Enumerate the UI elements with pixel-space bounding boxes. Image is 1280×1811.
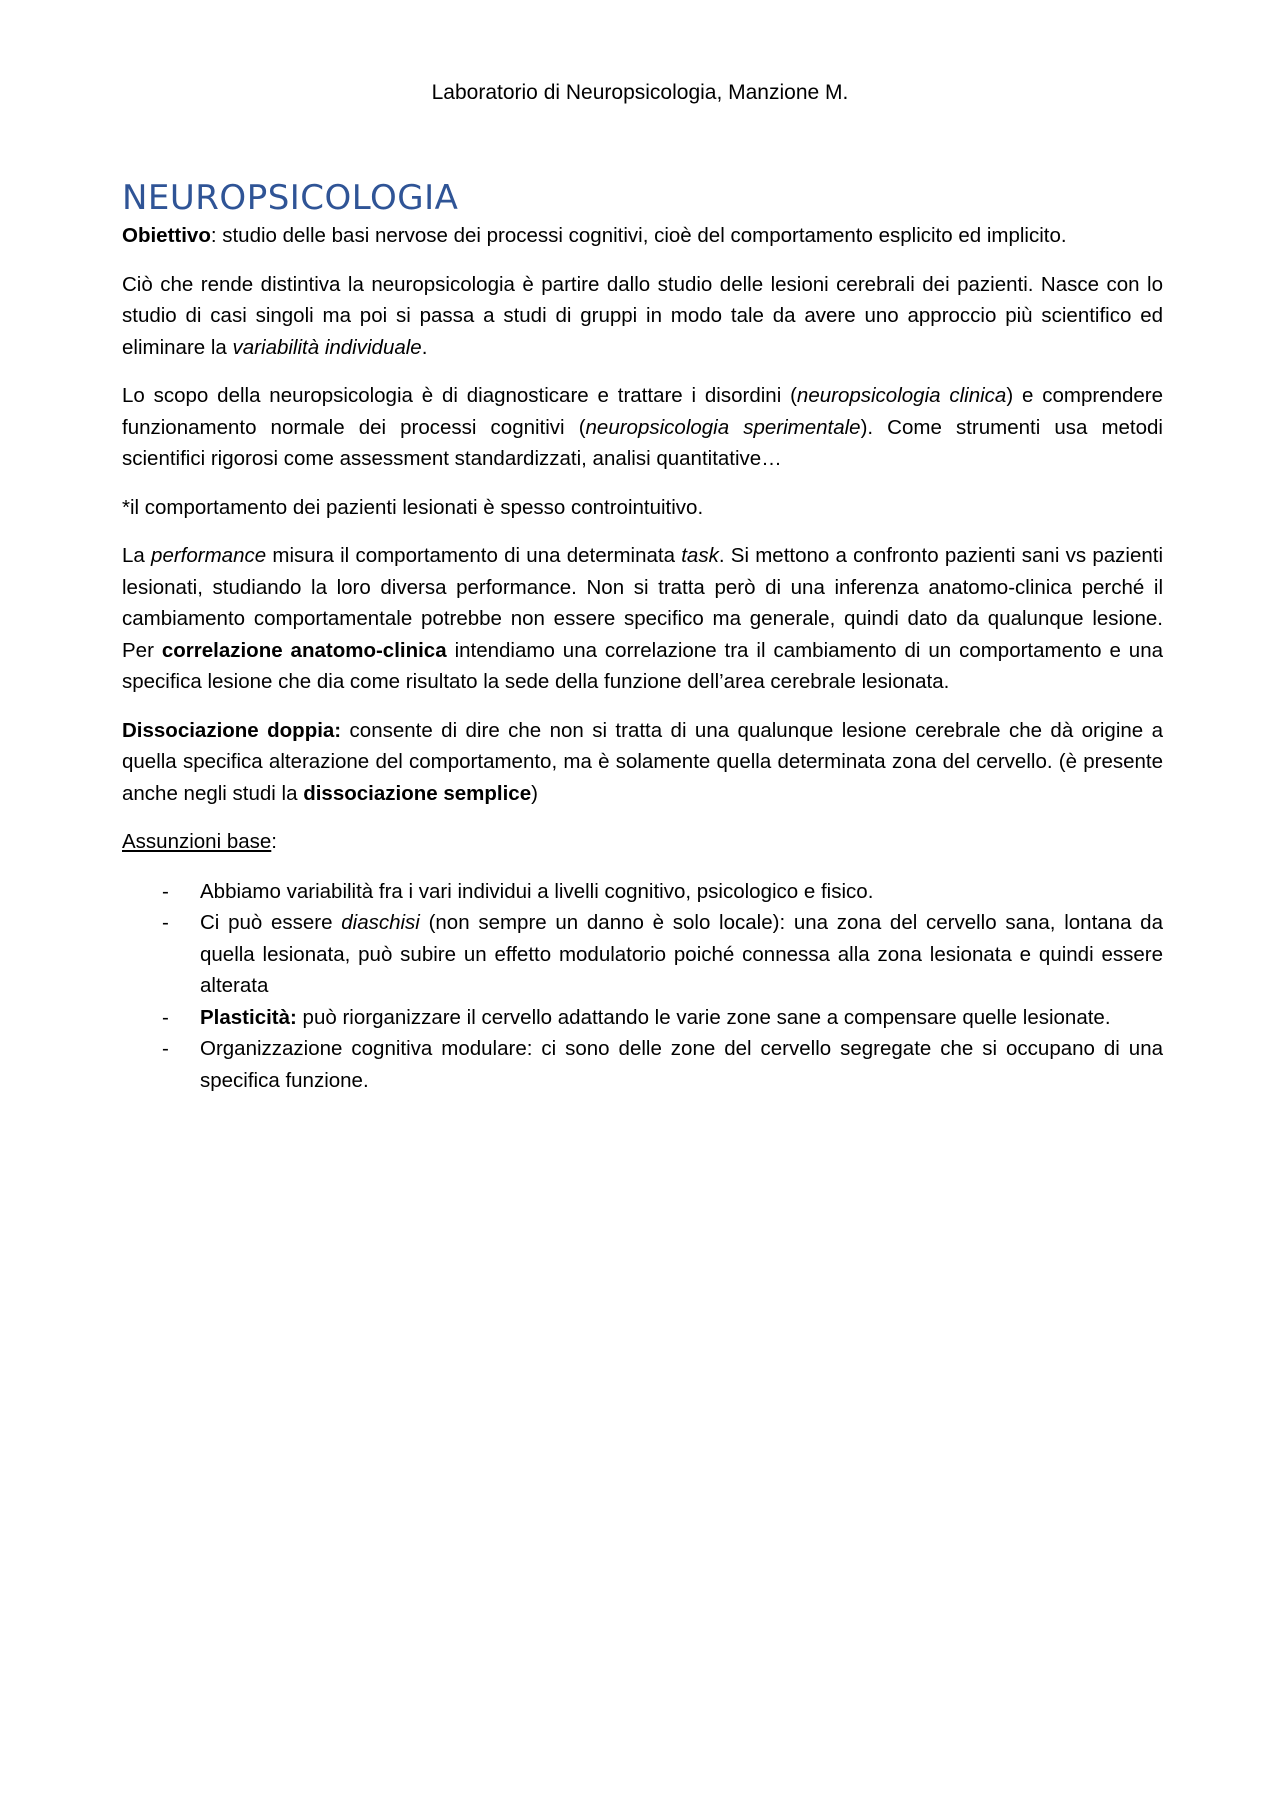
document-title: NEUROPSICOLOGIA [122, 178, 459, 218]
assumptions-heading-text: Assunzioni base [122, 830, 272, 853]
dash-bullet: - [162, 1005, 169, 1029]
paragraph-note: *il comportamento dei pazienti lesionati è spesso controintuitivo. [122, 495, 704, 519]
paragraph-dissociation [122, 715, 1163, 810]
emphasis-text: neuropsicologia sperimentale [585, 415, 861, 439]
list-item [122, 1033, 1163, 1096]
list-item [122, 876, 1163, 908]
objective-label: Obiettivo [122, 224, 211, 247]
list-item-text: Abbiamo variabilità fra i vari individui a livelli cognitivo, psicologico e fisico. [200, 879, 874, 903]
assumptions-heading-colon: : [271, 830, 277, 853]
emphasis-text: diaschisi [341, 911, 420, 934]
bold-term: correlazione anatomo-clinica [161, 638, 447, 662]
emphasis-text: neuropsicologia clinica [796, 384, 1007, 407]
dash-bullet: - [162, 879, 169, 903]
list-item [122, 1002, 1163, 1034]
document-body [122, 176, 1163, 1096]
assumptions-list [122, 876, 1163, 1097]
emphasis-text: performance [151, 544, 267, 567]
paragraph-text: ). Come strumenti usa metodi scientifici rigorosi come assessment standardizzati, analisi quantitative… [122, 415, 1163, 470]
paragraph-text: consente di dire che non si tratta di una qualunque lesione cerebrale che dà origine a quella specifica alterazione del comportamento, ma è solamente quella determinata zona del cervello. (è presente anche negli studi la [122, 718, 1164, 805]
bold-term: dissociazione semplice [303, 781, 532, 805]
bold-term: Dissociazione doppia: [122, 718, 342, 742]
paragraph-text: intendiamo una correlazione tra il cambiamento di un comportamento e una specifica lesione che dia come risultato la sede della funzione dell’area cerebrale lesionata. [122, 638, 1163, 693]
paragraph-text: La [122, 544, 152, 567]
emphasis-text: variabilità individuale [232, 335, 422, 359]
paragraph-distinctive [122, 269, 1163, 364]
paragraph-text: Ciò che rende distintiva la neuropsicologia è partire dallo studio delle lesioni cerebrali dei pazienti. Nasce con lo studio di casi singoli ma poi si passa a studi di gruppi in modo tale da avere uno approccio più scientifico ed eliminare la [122, 272, 1163, 359]
paragraph-text: ) e comprendere funzionamento normale dei processi cognitivi ( [122, 384, 1164, 439]
paragraph-performance [122, 540, 1163, 698]
paragraph-text: . [421, 335, 428, 359]
objective-text: : studio delle basi nervose dei processi cognitivi, cioè del comportamento esplicito ed implicito. [210, 224, 1067, 247]
paragraph-text: Lo scopo della neuropsicologia è di diagnosticare e trattare i disordini ( [122, 384, 797, 407]
paragraph-objective [122, 220, 1163, 252]
dash-bullet: - [162, 1037, 169, 1060]
bold-term: Plasticità: [200, 1005, 297, 1029]
assumptions-heading [122, 826, 1163, 858]
dash-bullet: - [162, 911, 169, 934]
paragraph-text: misura il comportamento di una determinata [266, 544, 682, 567]
paragraph-scope [122, 380, 1163, 475]
list-item-text: (non sempre un danno è solo locale): una zona del cervello sana, lontana da quella lesionata, può subire un effetto modulatorio poiché connessa alla zona lesionata e quindi essere alterata [200, 911, 1163, 997]
list-item-text: Organizzazione cognitiva modulare: ci sono delle zone del cervello segregate che si occupano di una specifica funzione. [200, 1037, 1163, 1092]
paragraph-text: . Si mettono a confronto pazienti sani vs pazienti lesionati, studiando la loro diversa performance. Non si tratta però di una inferenza anatomo-clinica perché il cambiamento comportamentale potrebbe non essere specifico ma generale, quindi dato da qualunque lesione. Per [122, 544, 1163, 662]
list-item [122, 907, 1163, 1002]
list-item-text: può riorganizzare il cervello adattando le varie zone sane a compensare quelle lesionate. [296, 1005, 1111, 1029]
running-header: Laboratorio di Neuropsicologia, Manzione M. [431, 81, 849, 104]
emphasis-text: task [681, 544, 719, 567]
list-item-text: Ci può essere [200, 911, 342, 934]
paragraph-text: ) [531, 781, 538, 805]
